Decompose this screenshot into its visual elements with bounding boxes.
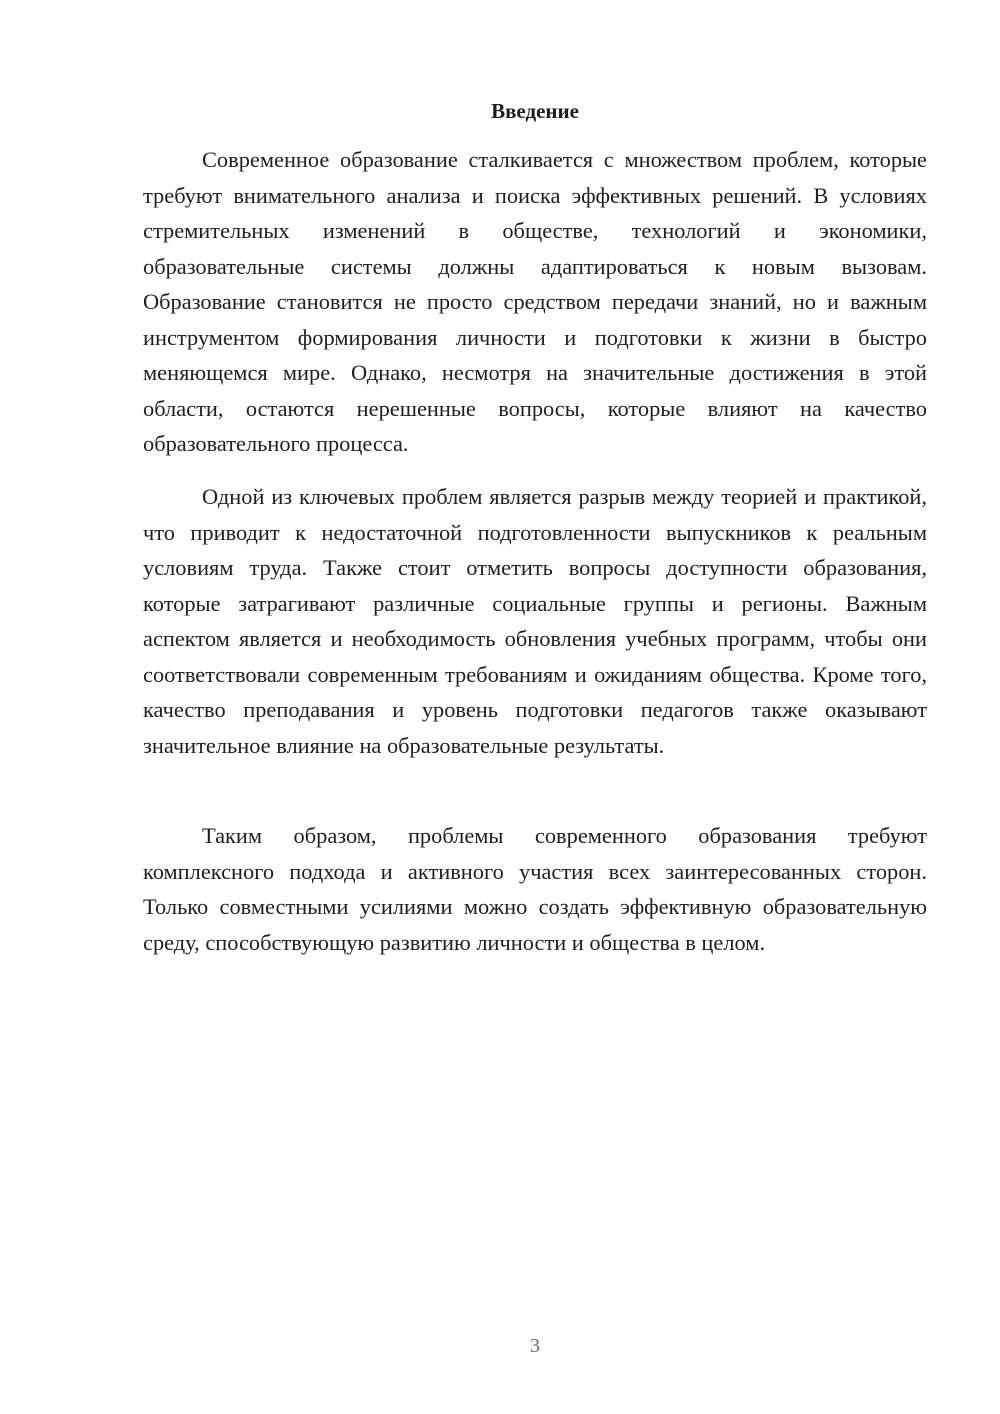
paragraph-3: Таким образом, проблемы современного образования требуют комплексного подхода и активного участия всех заинтересованных сторон. Только совместными усилиями можно создать эффективную образовательную среду, способствующую развитию личности и общества в целом. xyxy=(143,823,927,955)
page-number: 3 xyxy=(530,1335,540,1357)
paragraph-2: Одной из ключевых проблем является разрыв между теорией и практикой, что приводит к недостаточной подготовленности выпускников к реальным условиям труда. Также стоит отметить вопросы доступности образования, которые затрагивают различные социальные группы и регионы. Важным аспектом является и необходимость обновления учебных программ, чтобы они соответствовали современным требованиям и ожиданиям общества. Кроме того, качество преподавания и уровень подготовки педагогов также оказывают значительное влияние на образовательные результаты. xyxy=(143,484,927,758)
section-title: Введение xyxy=(491,99,579,123)
paragraph-1: Современное образование сталкивается с множеством проблем, которые требуют внимательного анализа и поиска эффективных решений. В условиях стремительных изменений в обществе, технологий и экономики, образовательные системы должны адаптироваться к новым вызовам. Образование становится не просто средством передачи знаний, но и важным инструментом формирования личности и подготовки к жизни в быстро меняющемся мире. Однако, несмотря на значительные достижения в этой области, остаются нерешенные вопросы, которые влияют на качество образовательного процесса. xyxy=(143,147,927,456)
